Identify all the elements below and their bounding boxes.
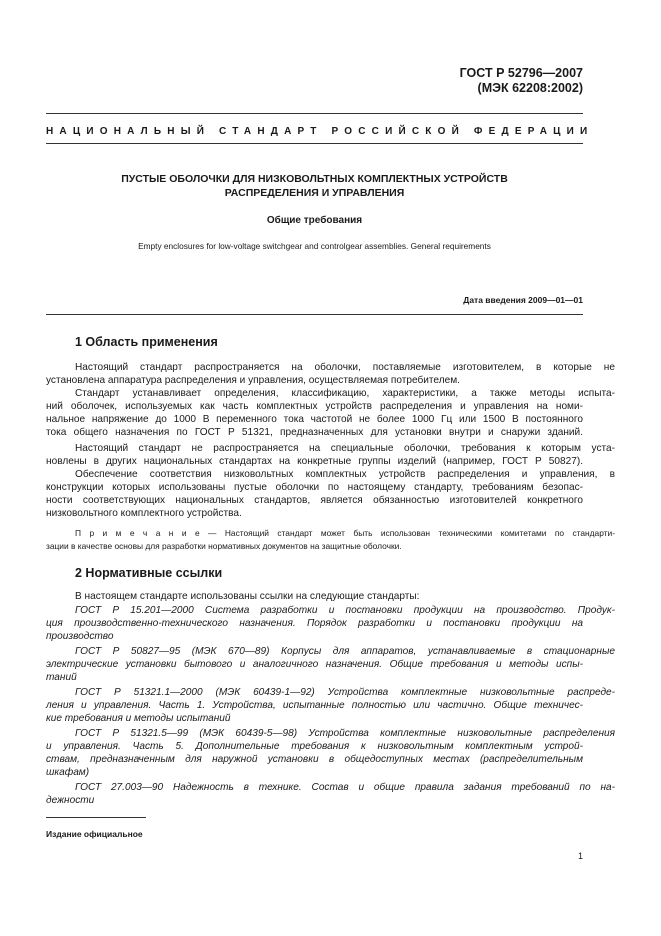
document-subtitle: Общие требования (266, 215, 363, 226)
s1-line: ний оболочек, используемых как часть комплектных устройств распределения и управления на номи- (46, 401, 583, 412)
national-standard-banner: НАЦИОНАЛЬНЫЙ СТАНДАРТ РОССИЙСКОЙ ФЕДЕРАЦИИ (46, 126, 594, 137)
note-line: зации в качестве основы для разработки нормативных документов на защитные оболочки. (46, 541, 402, 551)
s1-line: установлена аппаратура распределения и управления, осуществляемая потребителем. (46, 375, 460, 386)
footer-divider (46, 817, 146, 818)
s2-line: шкафам) (46, 767, 90, 778)
s2-line: дежности (46, 795, 95, 806)
s1-line: Стандарт устанавливает определения, классификацию, характеристики, а также методы испыта- (75, 388, 615, 399)
document-title-line2: РАСПРЕДЕЛЕНИЯ И УПРАВЛЕНИЯ (224, 187, 405, 199)
divider-top (46, 113, 583, 114)
section-1-heading: 1 Область применения (75, 335, 218, 349)
s2-line: таний (46, 672, 77, 683)
s2-line: ГОСТ Р 51321.5—99 (МЭК 60439-5—98) Устройства комплектные низковольтные распределения (75, 728, 615, 739)
s2-line: производство (46, 631, 114, 642)
divider-date (46, 314, 583, 315)
s2-line: ГОСТ Р 51321.1—2000 (МЭК 60439-1—92) Устройства комплектные низковольтные распреде- (75, 687, 615, 698)
section-2-heading: 2 Нормативные ссылки (75, 566, 223, 580)
s1-line: низковольтного комплектного устройства. (46, 508, 242, 519)
s2-line: кие требования и методы испытаний (46, 713, 231, 724)
note-line: П р и м е ч а н и е — Настоящий стандарт может быть использован техническими комитетами по стандарти- (75, 528, 615, 538)
edition-label: Издание официальное (46, 829, 143, 839)
s2-line: ГОСТ Р 50827—95 (МЭК 670—89) Корпусы для аппаратов, устанавливаемые в стационарные (75, 646, 615, 657)
s1-line: Настоящий стандарт не распространяется на специальные оболочки, требования к которым уста- (75, 443, 615, 454)
page-number: 1 (577, 851, 583, 861)
s2-line: и управления. Часть 5. Дополнительные требования к низковольтным комплектным устрой- (46, 741, 583, 752)
s2-line: ция производственно-технического назначения. Порядок разработки и постановки продукции на (46, 618, 583, 629)
standard-number: ГОСТ Р 52796—2007 (459, 66, 583, 80)
s2-line: ГОСТ 27.003—90 Надежность в технике. Состав и общие правила задания требований по на- (75, 782, 615, 793)
s2-line: электрические установки бытового и аналогичного назначения. Общие требования и методы испы- (46, 659, 583, 670)
s1-line: новлены в других национальных стандартах на конкретные группы изделий (например, ГОСТ Р 50827). (46, 456, 583, 467)
s2-intro: В настоящем стандарте использованы ссылки на следующие стандарты: (75, 591, 420, 602)
s2-line: ГОСТ Р 15.201—2000 Система разработки и постановки продукции на производство. Продук- (75, 605, 615, 616)
s1-line: ности соответствующих национальных стандартов, является обязанностью изготовителей конкретного (46, 495, 583, 506)
s1-line: Настоящий стандарт распространяется на оболочки, поставляемые изготовителем, в которые не (75, 362, 615, 373)
document-title-line1: ПУСТЫЕ ОБОЛОЧКИ ДЛЯ НИЗКОВОЛЬТНЫХ КОМПЛЕКТНЫХ УСТРОЙСТВ (121, 173, 508, 185)
iec-number: (МЭК 62208:2002) (477, 81, 583, 95)
s2-line: ления и управления. Часть 1. Устройства, испытанные полностью или частично. Общие техничес- (46, 700, 583, 711)
s1-line: тока общего назначения по ГОСТ Р 51321, предназначенных для установки внутри и снаружи зданий. (46, 427, 583, 438)
english-title: Empty enclosures for low-voltage switchgear and controlgear assemblies. General requirements (138, 241, 491, 251)
effective-date: Дата введения 2009—01—01 (463, 295, 583, 305)
s2-line: ствам, предназначенным для наружной установки в общедоступных местах (распределительным (46, 754, 583, 765)
divider-banner (46, 143, 583, 144)
s1-line: Обеспечение соответствия низковольтных комплектных устройств распределения и управления, в (75, 469, 615, 480)
s1-line: нальное напряжение до 1000 В переменного тока частотой не более 1000 Гц или 1500 В постоянного (46, 414, 583, 425)
s1-line: конструкции которых использованы пустые оболочки по настоящему стандарту, требованиям безопас- (46, 482, 583, 493)
